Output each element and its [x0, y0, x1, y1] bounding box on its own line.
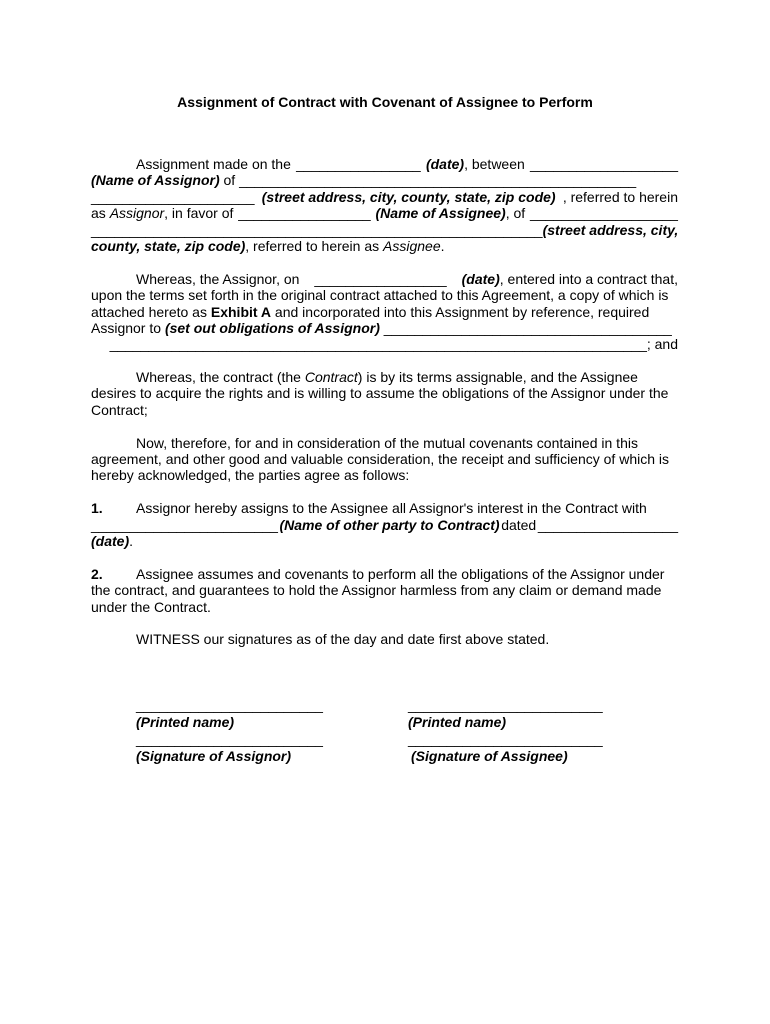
assignee-printed-name-line: _________________________ [408, 697, 603, 713]
para-1-line-3: _____________________ (street address, city, county, state, zip code) , referred to herein [91, 188, 678, 205]
para-2-line-3: attached hereto as Exhibit A and incorporated into this Assignment by reference, required [91, 303, 650, 320]
witness-line: WITNESS our signatures as of the day and date first above stated. [136, 631, 550, 648]
para-3-line-1: Whereas, the contract (the Contract) is by its terms assignable, and the Assignee [136, 369, 638, 386]
assignor-signature-line: ________________________ [136, 731, 323, 747]
assignee-printed-name-label: (Printed name) [408, 714, 507, 730]
para-1-line-5: __________________________________________________________ (street address, city, [91, 221, 679, 238]
clause-1-line-3: (date). [91, 532, 134, 549]
para-4-line-3: hereby acknowledged, the parties agree as follows: [91, 467, 410, 484]
assignee-signature-block [408, 697, 628, 765]
assignor-signature-block [136, 697, 356, 765]
para-2-line-1: Whereas, the Assignor, on _________________ (date), entered into a contract that, [136, 270, 678, 287]
clause-2-line-3: under the Contract. [91, 598, 211, 615]
assignor-printed-name-label: (Printed name) [136, 714, 235, 730]
clause-1-line-1: 1. Assignor hereby assigns to the Assignee all Assignor's interest in the Contract with [91, 500, 647, 517]
para-2-line-2: upon the terms set forth in the original contract attached to this Agreement, a copy of which is [91, 287, 669, 304]
para-4-line-1: Now, therefore, for and in consideration of the mutual covenants contained in this [136, 434, 638, 451]
assignor-signature-label: (Signature of Assignor) [136, 748, 292, 764]
assignee-signature-label: (Signature of Assignee) [411, 748, 568, 764]
para-3-line-3: Contract; [91, 401, 148, 418]
document-title: Assignment of Contract with Covenant of Assignee to Perform [177, 94, 593, 110]
para-3-line-2: desires to acquire the rights and is willing to assume the obligations of the Assignor under the [91, 385, 669, 402]
para-2-line-4: Assignor to (set out obligations of Assignor) _____________________________________ [91, 319, 672, 336]
para-4-line-2: agreement, and other good and valuable consideration, the receipt and sufficiency of which is [91, 451, 669, 468]
para-1-line-2: (Name of Assignor) of ___________________________________________________ [91, 172, 637, 189]
para-1-line-6: county, state, zip code), referred to herein as Assignee. [91, 237, 445, 254]
document-body [91, 156, 678, 648]
clause-1-line-2: ________________________ (Name of other party to Contract) dated __________________ [91, 516, 678, 533]
para-2-line-5: _____________________________________________________________________; and [109, 336, 678, 353]
para-1-line-4: as Assignor, in favor of _________________ (Name of Assignee), of ___________________ [91, 205, 678, 222]
clause-2-line-2: the contract, and guarantees to hold the Assignor harmless from any claim or demand made [91, 582, 662, 599]
assignor-printed-name-line: ________________________ [136, 697, 323, 713]
clause-2-line-1: 2. Assignee assumes and covenants to perform all the obligations of the Assignor under [91, 565, 665, 582]
para-1-line-1: Assignment made on the ________________ (date), between ___________________ [136, 156, 678, 172]
assignee-signature-line: _________________________ [408, 731, 603, 747]
